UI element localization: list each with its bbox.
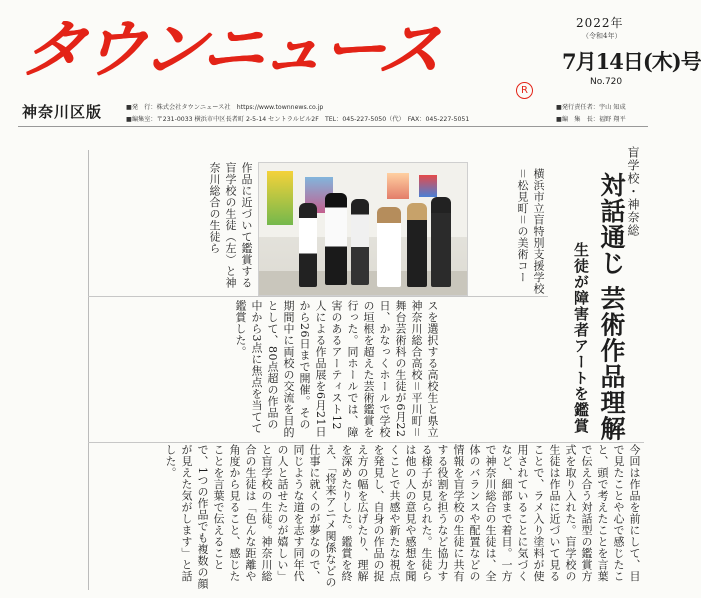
masthead <box>0 0 701 128</box>
edition-label: 神奈川区版 <box>22 103 103 121</box>
article-headline: 対話通じ 芸術作品理解 <box>597 172 626 442</box>
article-body-section: スを選択する高校生と県立神奈川総合高校＝平川町＝舞台芸術科の生徒が6月22日、かなっくホールで学校の垣根を超えた芸術鑑賞を行った。同ホールでは、障害のあるアーティスト12人による作品展を6月21日から26日まで開催。その期間中に両校の交流を目的として、80点超の作品の中から3点に焦点を当てて鑑賞した。 <box>234 300 439 438</box>
staff-editor: ■編 集 長：福野 翔平 <box>556 116 626 123</box>
staff-info <box>556 102 656 126</box>
person-figure <box>351 199 369 285</box>
person-figure <box>299 203 317 287</box>
article-kicker: 盲学校・神奈総 <box>626 146 640 237</box>
artwork-image <box>387 173 409 199</box>
masthead-rule <box>18 126 648 127</box>
registered-mark-icon: R <box>516 82 533 99</box>
person-figure <box>431 197 451 287</box>
office-line: ■編集室：〒231-0033 横浜市中区長者町 2-5-14 セントラルビル2F TEL：045-227-5050（代） FAX：045-227-5051 <box>126 116 470 123</box>
person-figure <box>377 207 401 287</box>
person-figure <box>407 203 427 287</box>
issue-year: 2022年 <box>576 16 624 30</box>
column-divider <box>88 296 548 297</box>
publisher-line: ■発 行：株式会社タウンニュース社 https://www.townnews.co.jp <box>126 104 324 111</box>
artwork-image <box>267 171 293 225</box>
issue-date: 7月14日(木)号 <box>562 49 701 74</box>
staff-publisher: ■発行責任者：宇山 知成 <box>556 104 626 111</box>
issue-number: No.720 <box>590 77 623 87</box>
publisher-info <box>126 102 546 126</box>
issue-era: （令和4年） <box>582 32 622 40</box>
article-body-section: 今回は作品を前にして、目で見たことや心で感じたこと、頭で考えたことを言葉で伝え合う対話型の鑑賞方式を取り入れた。盲学校の生徒は作品に近づいて見ることで、ラメ入り塗料が使用されていることに気づくなど、細部まで着目。一方で神奈川総合の生徒は、全体のバランスや配置などの情報を盲学校の生徒に共有する役割を担うなど協力する様子が見られた。生徒らは他の人の意見や感想を聞くことで共感や新たな視点を発見し、自身の作品の捉え方の幅を広げたり、理解を深めたりした。鑑賞を終え、「将来アニメ関係などの仕事に就くのが夢なので、同じような道を志す同年代の人と話せたのが嬉しい」と盲学校の生徒。神奈川総合の生徒は「色んな距離や角度から見ること、感じたことを言葉で伝えることで、1つの作品でも複数の顔が見えた気がします」と話した。 <box>164 444 641 590</box>
person-figure <box>325 193 347 285</box>
photo-caption: 作品に近づいて鑑賞する盲学校の生徒（左）と神奈川総合の生徒ら <box>208 162 253 289</box>
newspaper-logo: タウンニュース <box>16 13 445 86</box>
article-photo <box>258 162 468 296</box>
article <box>88 132 648 592</box>
column-divider <box>88 442 644 443</box>
artwork-image <box>419 175 437 197</box>
article-lead: 横浜市立盲特別支援学校＝松見町＝の美術コー <box>516 168 545 295</box>
article-subhead: 生徒が障害者アートを鑑賞 <box>572 242 590 434</box>
